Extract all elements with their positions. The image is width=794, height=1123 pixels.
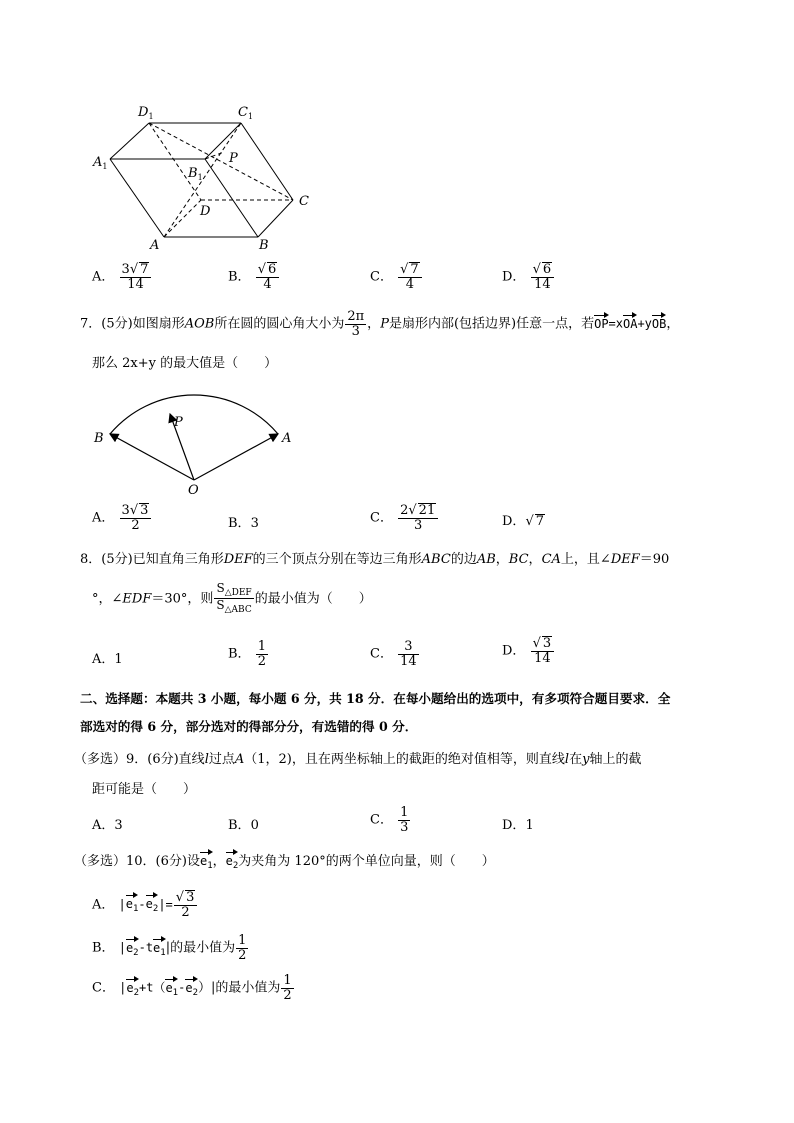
q7-stem-line2: 那么 2x+y 的最大值是（ ）	[92, 356, 278, 371]
q7-stem-line1: 7．(5分)如图扇形AOB所在圆的圆心角大小为 $\frac{2\pi}{3}$ ，P是扇形内部(包括边界)任意一点，若OP=xOA+yOB，	[80, 309, 680, 339]
sector-label-P: P	[174, 415, 183, 430]
label-C1: $C_1$	[238, 105, 254, 121]
sector-label-A: A	[282, 431, 292, 446]
q6-option-b[interactable]: B． $\frac{√ 6}{4}$	[228, 262, 280, 292]
vector-ob: OB	[652, 314, 666, 331]
q10-option-b[interactable]: B． $|e_2-te_1|$的最小值为 $\frac{1}{2}$	[92, 933, 247, 963]
q10-option-a[interactable]: A． $|e_1-e_2|=$ $\frac{√ 3}{2}$	[92, 890, 198, 920]
q8-option-a[interactable]: A．1	[92, 652, 123, 667]
q9-stem-line2: 距可能是（ ）	[92, 782, 197, 797]
sector-label-O: O	[188, 483, 199, 498]
q6-parallelepiped-figure	[88, 100, 328, 260]
label-A1: $A_1$	[93, 155, 108, 171]
q7-option-d[interactable]: D．√ 7	[502, 514, 545, 529]
q9-stem-line1: （多选）9．(6分)直线l过点A（1，2)，且在两坐标轴上的截距的绝对值相等，则直线l在y轴上的截	[74, 752, 642, 767]
q9-option-a[interactable]: A．3	[92, 818, 123, 833]
label-A: A	[150, 238, 160, 253]
vector-e2: $e_2$	[226, 851, 239, 871]
label-C: C	[299, 194, 309, 209]
section2-heading-line2: 部选对的得 6 分，部分选对的得部分分，有选错的得 0 分．	[80, 719, 418, 734]
q8-option-c[interactable]: C． $\frac{3}{14}$	[370, 639, 417, 669]
label-D1: $D_1$	[138, 105, 154, 121]
label-B: B	[259, 238, 269, 253]
q6-option-d[interactable]: D． $\frac{√ 6}{14}$	[502, 262, 555, 292]
label-D: D	[200, 204, 211, 219]
q6-option-a[interactable]: A． $\frac{3√ 7}{14}$	[92, 262, 152, 292]
q7-option-b[interactable]: B．3	[228, 516, 259, 531]
q8-option-d[interactable]: D． $\frac{√ 3}{14}$	[502, 636, 555, 666]
q10-stem: （多选）10．(6分)设$e_1$，$e_2$为夹角为 120°的两个单位向量，则（ ）	[74, 850, 495, 871]
q9-option-b[interactable]: B．0	[228, 818, 259, 833]
section2-heading-line1: 二、选择题：本题共 3 小题，每小题 6 分，共 18 分．在每小题给出的选项中，有多项符合题目要求．全	[80, 691, 671, 706]
label-P: P	[229, 151, 238, 166]
q7-option-c[interactable]: C． $\frac{2√ 21}{3}$	[370, 503, 439, 533]
q9-option-d[interactable]: D．1	[502, 818, 534, 833]
q7-sector-figure	[88, 370, 308, 500]
q8-option-b[interactable]: B． $\frac{1}{2}$	[228, 639, 266, 669]
sector-label-B: B	[94, 431, 104, 446]
vector-oa: OA	[623, 314, 637, 331]
q8-stem-line2: °，∠EDF＝30°，则 $\frac{S_{\triangle DEF}}{S_{\triangle ABC}}$ 的最小值为（ ）	[92, 581, 372, 616]
q8-stem-line1: 8．(5分)已知直角三角形DEF的三个顶点分别在等边三角形ABC的边AB，BC，CA上，且∠DEF＝90	[80, 552, 670, 567]
q9-option-c[interactable]: C． $\frac{1}{3}$	[370, 805, 409, 835]
label-B1: $B_1$	[188, 166, 203, 182]
vector-e1: $e_1$	[200, 851, 213, 871]
q7-option-a[interactable]: A． $\frac{3√ 3}{2}$	[92, 503, 152, 533]
q10-option-c[interactable]: C． $|e_2+t(e_1-e_2)|$的最小值为 $\frac{1}{2}$	[92, 973, 292, 1003]
q6-option-c[interactable]: C． $\frac{√ 7}{4}$	[370, 262, 423, 292]
vector-op: OP	[594, 314, 608, 331]
